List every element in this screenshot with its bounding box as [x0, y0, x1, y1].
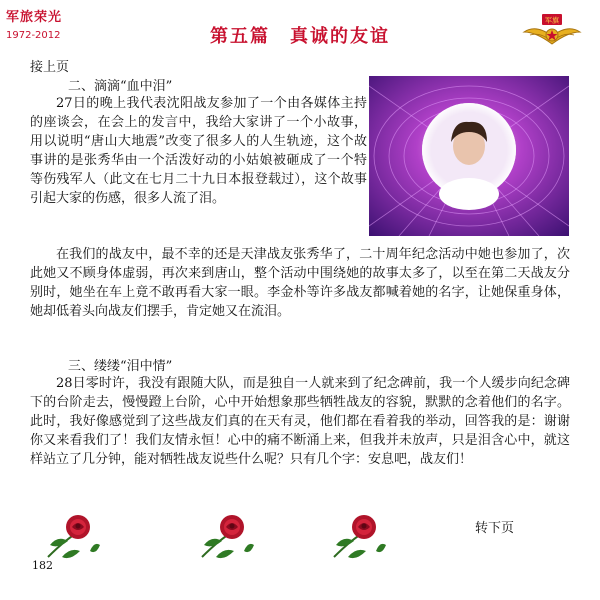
section-heading-tears-feelings: 三、缕缕“泪中情”: [68, 359, 173, 374]
portrait-photo: [369, 76, 569, 236]
section-heading-blood-tears: 二、滴滴“血中泪”: [68, 79, 173, 94]
book-years: 1972-2012: [6, 30, 61, 41]
continued-note: 接上页: [30, 60, 70, 75]
rose-icon: [44, 505, 102, 561]
emblem-text: 军旗: [545, 16, 559, 25]
paragraph: 28日零时许，我没有跟随大队，而是独自一人就来到了纪念碑前，我一个人缓步向纪念碑下的台阶走去，慢慢蹬上台阶，心中开始想象那些牺牲战友的容貌，默默的念着他们的名字。此时，我好像感觉到了这些战友们真的在天有灵，他们都在看着我的举动，回答我的是：谢谢你又来看我们了！我们友情永恒！心中的痛不断涌上来，但我并未放声，只是泪含心中，就这样站立了几分钟，能对牺牲战友说些什么呢？只有几个字：安息吧，战友们！: [30, 376, 570, 467]
chapter-title: 第五篇 真诚的友谊: [210, 26, 390, 47]
next-page-note: 转下页: [475, 521, 515, 536]
rose-icon: [330, 505, 388, 561]
paragraph: 在我们的战友中，最不幸的还是天津战友张秀华了，二十周年纪念活动中她也参加了，次此她又不顾身体虚弱，再次来到唐山，整个活动中围绕她的故事太多了，以至在第二天战友分别时，她坐在车上竟不敢再看大家一眼。李金朴等许多战友都喊着她的名字，让她保重身体，她却低着头向战友们摆手，肯定她又在流泪。: [30, 247, 570, 319]
book-title: 军旅荣光: [6, 10, 63, 25]
rose-icon: [198, 505, 256, 561]
page-number: 182: [32, 559, 53, 572]
paragraph: 27日的晚上我代表沈阳战友参加了一个由各媒体主持的座谈会，在会上的发言中，我给大家讲了一个小故事，用以说明“唐山大地震”改变了很多人的人生轨迹，这个故事讲的是张秀华由一个活泼好动的小姑娘被砸成了一个特等伤残军人（此文在七月二十九日本报登载过），这个故事引起大家的伤感，很多人流了泪。: [30, 96, 367, 206]
army-emblem-icon: [522, 10, 582, 50]
